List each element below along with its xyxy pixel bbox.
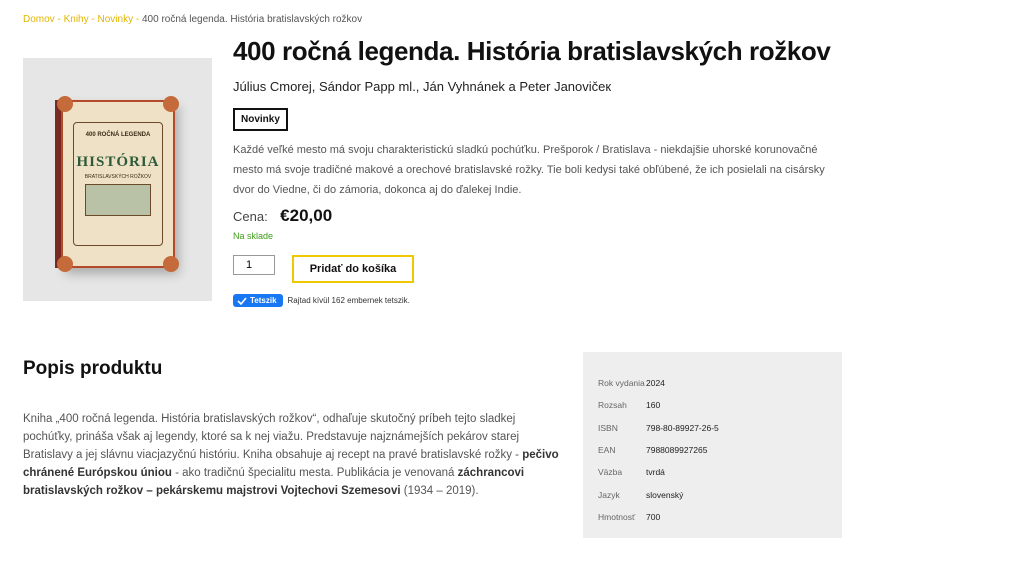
spec-value: 798-80-89927-26-5 xyxy=(646,422,719,433)
description-bold-text: záchrancovi bratislavských rožkov – pekárskemu majstrovi Vojtechovi Szemesovi xyxy=(23,467,525,497)
product-authors: Július Cmorej, Sándor Papp ml., Ján Vyhnánek a Peter Janovičeк xyxy=(233,79,612,94)
spec-value: 700 xyxy=(646,511,661,522)
breadcrumb-current: 400 ročná legenda. História bratislavských rožkov xyxy=(142,14,363,25)
spec-value: tvrdá xyxy=(646,467,665,478)
cover-ornament-icon xyxy=(57,96,73,112)
spec-row xyxy=(598,461,842,483)
facebook-like-label: Tetszik xyxy=(250,296,277,305)
spec-value: 7988089927265 xyxy=(646,445,708,456)
product-long-description xyxy=(23,410,568,500)
price-row xyxy=(233,206,332,226)
cover-ornament-icon xyxy=(163,256,179,272)
facebook-like-widget xyxy=(233,294,410,307)
breadcrumb-news-link[interactable]: Novinky xyxy=(97,14,134,25)
cover-ornament-icon xyxy=(163,96,179,112)
spec-value: 160 xyxy=(646,400,661,411)
spec-label: ISBN xyxy=(598,422,618,433)
cover-line-title: HISTÓRIA xyxy=(76,154,160,170)
cover-ornament-icon xyxy=(57,256,73,272)
spec-row xyxy=(598,506,842,528)
spec-row xyxy=(598,372,842,394)
spec-value: slovenský xyxy=(646,489,684,500)
spec-row xyxy=(598,483,842,505)
description-text: Kniha „400 ročná legenda. História bratislavských rožkov“, odhaľuje skutočný príbeh tejto sladkej pochúťky, prináša však aj legendy, ktoré sa k nej viažu. Predstavuje najznámejších pekárov starej Bratislavy a jej slávnu viacjazyčnú históriu. Kniha obsahuje aj recept na pravé bratislavské rožky - xyxy=(23,413,523,461)
breadcrumb xyxy=(23,14,362,25)
spec-label: Hmotnosť xyxy=(598,511,636,522)
price-label: Cena: xyxy=(233,209,268,224)
cover-picture xyxy=(85,184,151,216)
checkmark-icon xyxy=(237,297,247,305)
description-text: (1934 – 2019). xyxy=(400,485,479,497)
cover-line-subtitle: BRATISLAVSKÝCH ROŽKOV xyxy=(84,174,152,180)
breadcrumb-separator: - xyxy=(135,14,140,25)
product-title: 400 ročná legenda. História bratislavských rožkov xyxy=(233,36,831,66)
spec-label: EAN xyxy=(598,445,616,456)
book-cover-illustration xyxy=(55,100,183,268)
breadcrumb-home-link[interactable]: Domov xyxy=(23,14,55,25)
product-short-description: Každé veľké mesto má svoju charakteristickú sladkú pochúťku. Prešporok / Bratislava - niekdajšie uhorské korunovačné mesto má svoje tradičné makové a orechové bratislavské rožky. Tie boli kedysi také obľúbené, že ich posielali na cisársky dvor do Viedne, či do zámoria, dokonca aj do ďalekej Indie. xyxy=(233,144,825,196)
add-to-cart-button[interactable]: Pridať do košíka xyxy=(292,255,414,283)
breadcrumb-separator: - xyxy=(57,14,61,25)
description-bold-text: pečivo chránené Európskou úniou xyxy=(23,449,559,479)
spec-label: Jazyk xyxy=(598,489,620,500)
description-text: - ako tradičnú špecialitu mesta. Publikácia je venovaná xyxy=(171,467,458,479)
price-value: €20,00 xyxy=(280,206,333,225)
stock-status: Na sklade xyxy=(233,231,274,241)
facebook-like-button[interactable] xyxy=(233,294,283,307)
spec-value: 2024 xyxy=(646,378,665,389)
spec-row xyxy=(598,439,842,461)
spec-label: Rok vydania xyxy=(598,378,645,389)
spec-label: Väzba xyxy=(598,467,623,478)
breadcrumb-separator: - xyxy=(91,14,95,25)
specs-table xyxy=(583,352,842,538)
breadcrumb-books-link[interactable]: Knihy xyxy=(63,14,89,25)
facebook-like-count-text: Rajtad kívül 162 embernek tetszik. xyxy=(287,296,410,305)
book-front-cover xyxy=(61,100,175,268)
category-tag[interactable]: Novinky xyxy=(233,108,288,131)
description-heading: Popis produktu xyxy=(23,358,163,379)
cover-line-top: 400 ROČNÁ LEGENDA xyxy=(85,132,151,138)
product-image[interactable] xyxy=(23,58,212,301)
spec-row xyxy=(598,417,842,439)
quantity-input[interactable] xyxy=(233,255,275,275)
spec-label: Rozsah xyxy=(598,400,627,411)
spec-row xyxy=(598,394,842,416)
